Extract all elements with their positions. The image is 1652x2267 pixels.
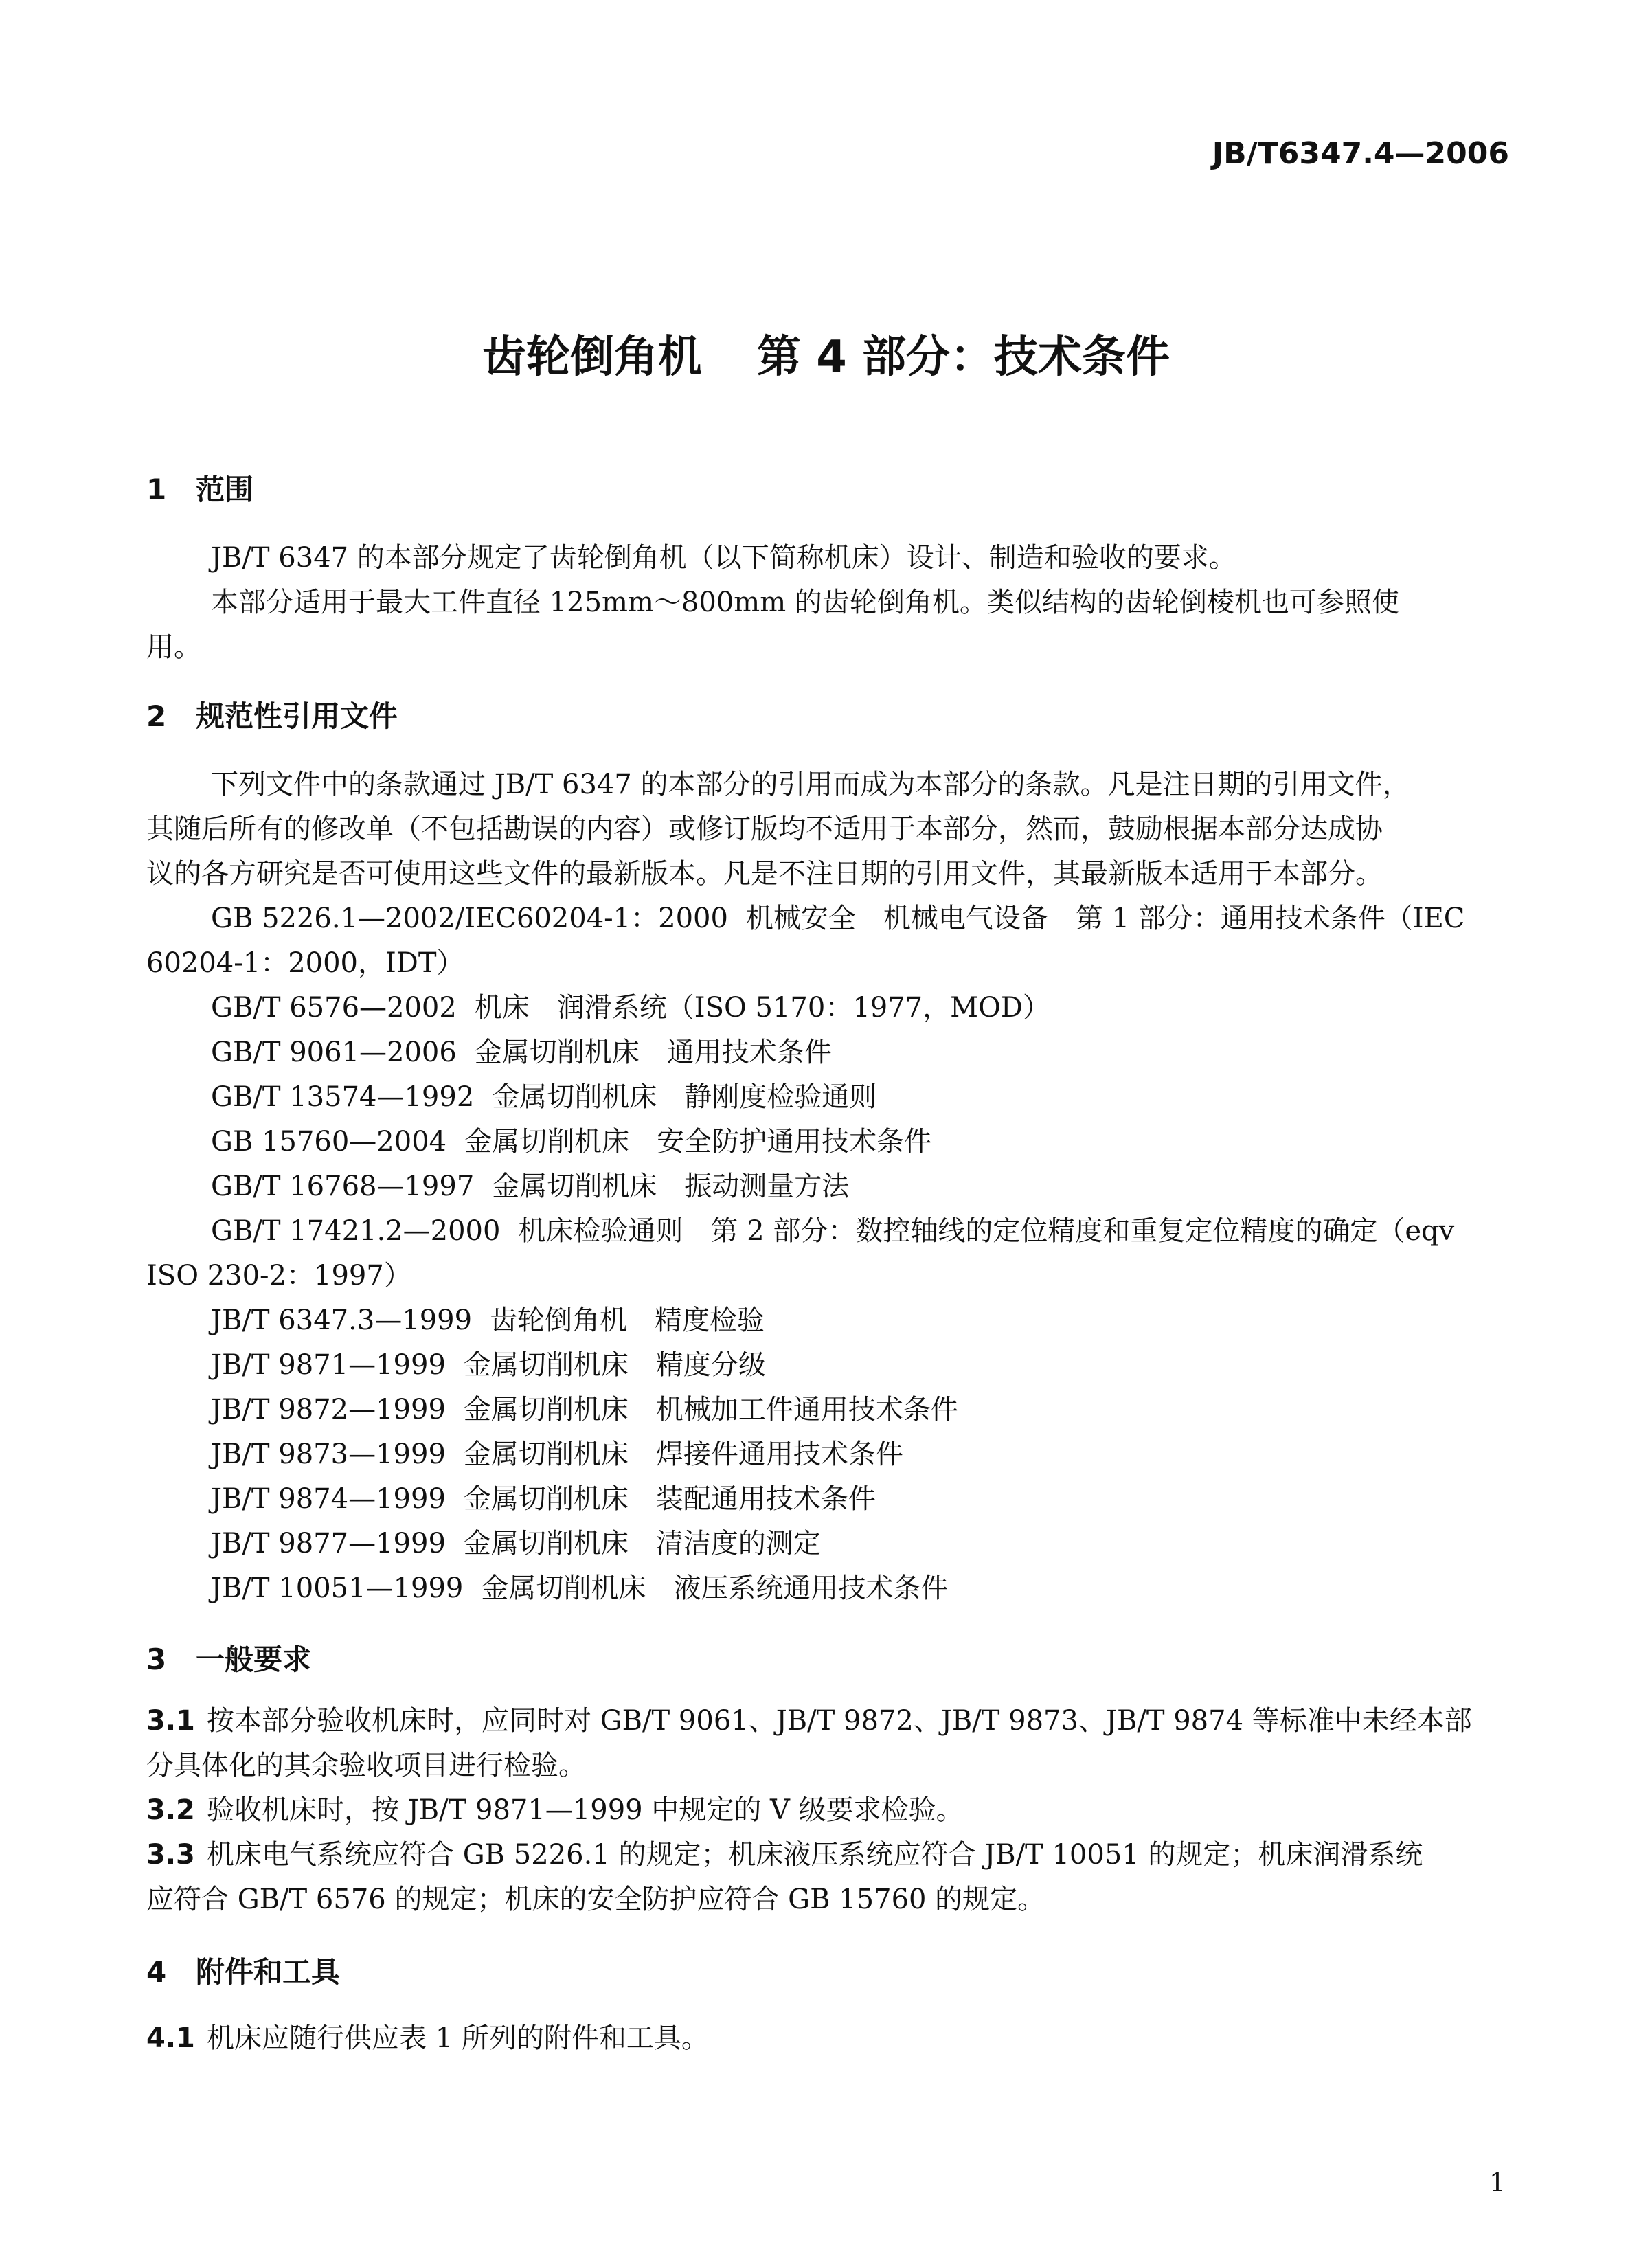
- reference-code: GB 5226.1—2002/IEC60204-1：2000: [211, 903, 728, 934]
- page-title: [0, 322, 1652, 385]
- paragraph: 下列文件中的条款通过 JB/T 6347 的本部分的引用而成为本部分的条款。凡是注日期的引用文件，: [211, 769, 1410, 800]
- clause-3-2: 3.2 验收机床时，按 JB/T 9871—1999 中规定的 V 级要求检验。: [146, 1794, 964, 1826]
- reference-title: 金属切削机床 清洁度的测定: [463, 1528, 821, 1559]
- reference-code: GB/T 13574—1992: [211, 1081, 475, 1113]
- reference-code: JB/T 10051—1999: [211, 1572, 464, 1604]
- clause-4-1: 4.1 机床应随行供应表 1 所列的附件和工具。: [146, 2022, 709, 2054]
- paragraph-continuation: 用。: [146, 631, 201, 663]
- reference-code: JB/T 9872—1999: [211, 1394, 446, 1425]
- reference-item: [211, 986, 1050, 1025]
- section-heading-2: 2 规范性引用文件: [146, 699, 398, 733]
- document-number: JB/T6347.4—2006: [1212, 136, 1509, 171]
- reference-item: [211, 1209, 1454, 1248]
- reference-code: JB/T 6347.3—1999: [211, 1305, 473, 1336]
- reference-item: [211, 1164, 849, 1204]
- reference-code: JB/T 9874—1999: [211, 1483, 446, 1515]
- reference-item: [211, 1432, 903, 1471]
- title-part-b: 第 4 部分：技术条件: [756, 332, 1170, 383]
- reference-item: [211, 1030, 832, 1070]
- clause-3-1: 3.1 按本部分验收机床时，应同时对 GB/T 9061、JB/T 9872、JB/T 9873、JB/T 9874 等标准中未经本部: [146, 1705, 1472, 1737]
- reference-item: [211, 896, 1464, 936]
- reference-item: [211, 1522, 821, 1561]
- reference-code: GB/T 16768—1997: [211, 1171, 475, 1202]
- reference-title: 金属切削机床 通用技术条件: [474, 1037, 832, 1068]
- clause-continuation: 分具体化的其余验收项目进行检验。: [146, 1750, 586, 1781]
- section-heading-1: 1 范围: [146, 473, 254, 506]
- paragraph-line: 其随后所有的修改单（不包括勘误的内容）或修订版均不适用于本部分，然而，鼓励根据本部分达成协: [146, 813, 1383, 845]
- reference-title: 金属切削机床 焊接件通用技术条件: [463, 1439, 903, 1470]
- reference-item: [211, 1388, 958, 1427]
- reference-title: 齿轮倒角机 精度检验: [490, 1305, 765, 1336]
- reference-continuation: 60204-1：2000，IDT）: [146, 947, 464, 979]
- clause-3-3: 3.3 机床电气系统应符合 GB 5226.1 的规定；机床液压系统应符合 JB/T 10051 的规定；机床润滑系统: [146, 1839, 1423, 1871]
- reference-item: [211, 1343, 766, 1382]
- reference-title: 金属切削机床 静刚度检验通则: [492, 1081, 877, 1113]
- reference-item: [211, 1298, 765, 1338]
- reference-title: 金属切削机床 液压系统通用技术条件: [481, 1572, 949, 1604]
- clause-continuation: 应符合 GB/T 6576 的规定；机床的安全防护应符合 GB 15760 的规定。: [146, 1884, 1045, 1915]
- paragraph: JB/T 6347 的本部分规定了齿轮倒角机（以下简称机床）设计、制造和验收的要求。: [211, 542, 1236, 574]
- section-heading-4: 4 附件和工具: [146, 1955, 341, 1989]
- reference-code: JB/T 9871—1999: [211, 1349, 446, 1381]
- reference-title: 机床 润滑系统（ISO 5170：1977，MOD）: [474, 992, 1050, 1024]
- reference-item: [211, 1477, 876, 1516]
- paragraph-line: 议的各方研究是否可使用这些文件的最新版本。凡是不注日期的引用文件，其最新版本适用于本部分。: [146, 858, 1383, 890]
- page-number: 1: [1489, 2167, 1506, 2198]
- reference-title: 机床检验通则 第 2 部分：数控轴线的定位精度和重复定位精度的确定（eqv: [518, 1215, 1455, 1247]
- reference-title: 金属切削机床 机械加工件通用技术条件: [463, 1394, 958, 1425]
- title-part-a: 齿轮倒角机: [482, 332, 702, 383]
- reference-code: JB/T 9873—1999: [211, 1439, 446, 1470]
- reference-title: 机械安全 机械电气设备 第 1 部分：通用技术条件（IEC: [745, 903, 1465, 934]
- reference-continuation: ISO 230-2：1997）: [146, 1260, 411, 1292]
- reference-title: 金属切削机床 装配通用技术条件: [463, 1483, 876, 1515]
- reference-code: GB 15760—2004: [211, 1126, 447, 1158]
- reference-title: 金属切削机床 精度分级: [463, 1349, 766, 1381]
- paragraph: 本部分适用于最大工件直径 125mm～800mm 的齿轮倒角机。类似结构的齿轮倒棱机也可参照使: [211, 587, 1399, 618]
- reference-title: 金属切削机床 振动测量方法: [492, 1171, 850, 1202]
- reference-code: GB/T 9061—2006: [211, 1037, 457, 1068]
- section-heading-3: 3 一般要求: [146, 1643, 312, 1676]
- reference-code: GB/T 17421.2—2000: [211, 1215, 501, 1247]
- reference-item: [211, 1075, 876, 1114]
- reference-item: [211, 1566, 948, 1605]
- reference-code: JB/T 9877—1999: [211, 1528, 446, 1559]
- reference-item: [211, 1120, 931, 1159]
- reference-code: GB/T 6576—2002: [211, 992, 457, 1024]
- reference-title: 金属切削机床 安全防护通用技术条件: [464, 1126, 932, 1158]
